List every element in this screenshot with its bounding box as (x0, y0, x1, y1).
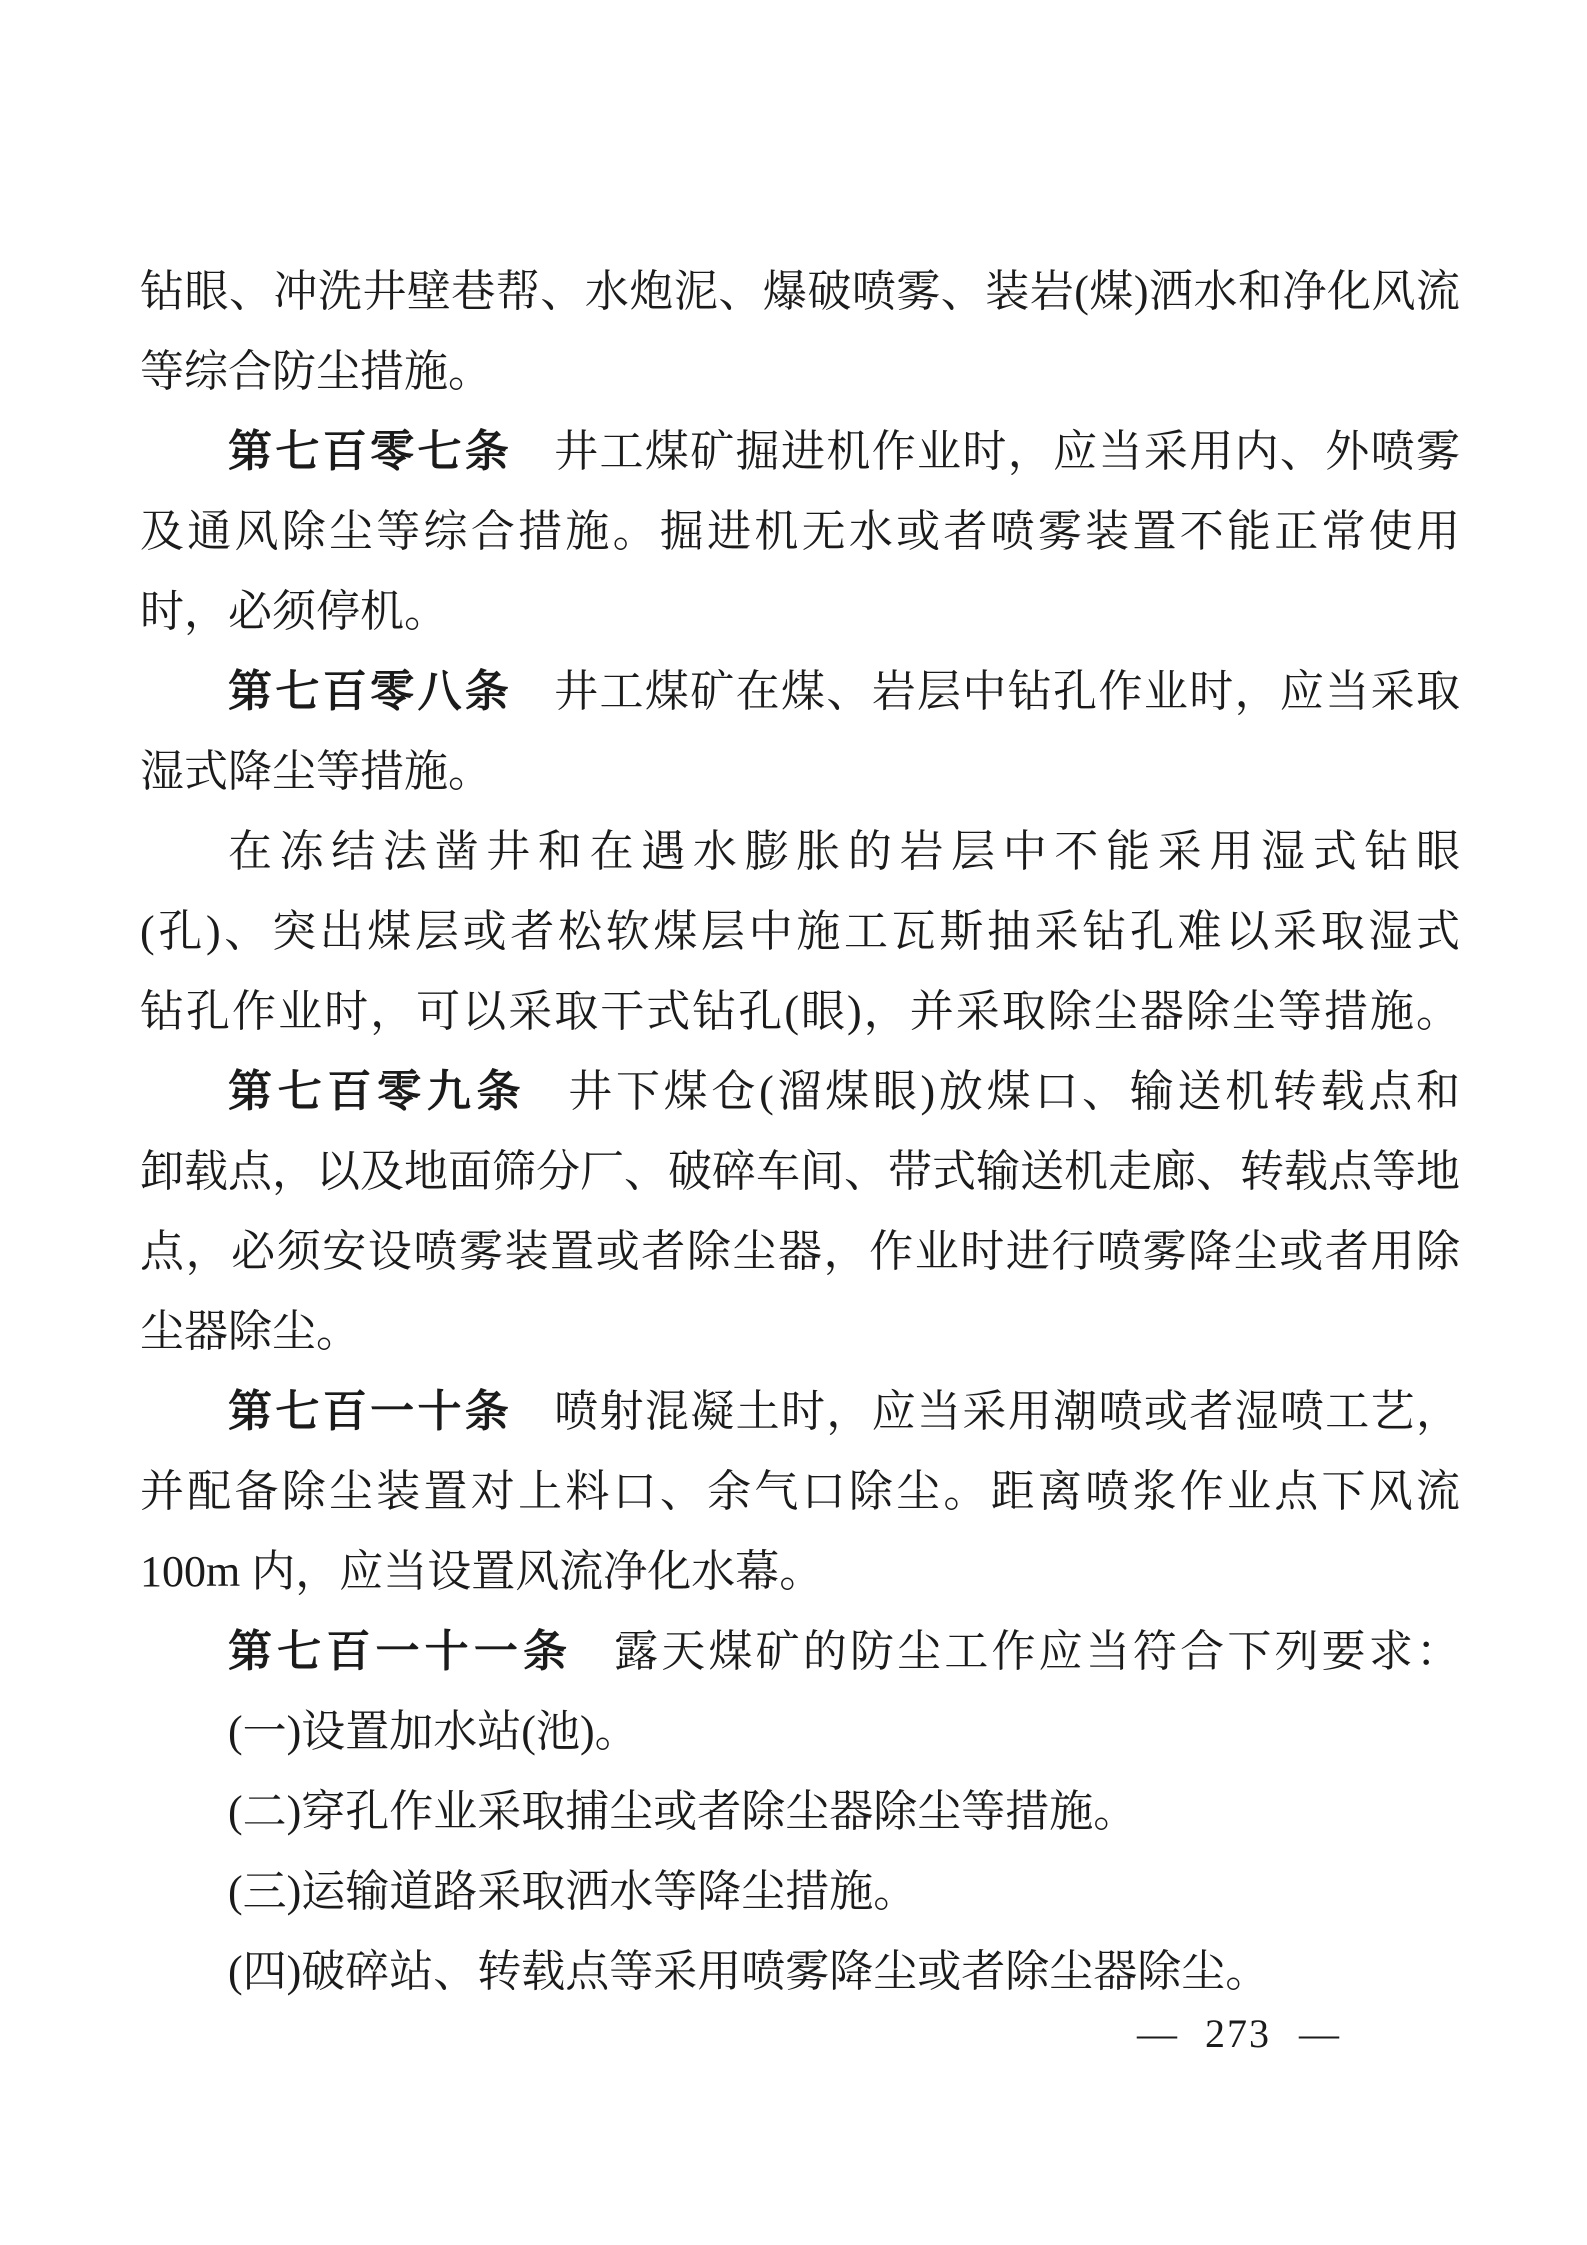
text-line (140, 652, 1460, 732)
text-segment: (四)破碎站、转载点等采用喷雾降尘或者除尘器除尘。 (228, 1947, 1270, 1996)
text-segment: 喷射混凝土时，应当采用潮喷或者湿喷工艺， (554, 1387, 1461, 1436)
text-line (140, 572, 1460, 652)
article-number: 第七百零七条 (228, 427, 513, 476)
text-segment: (孔)、突出煤层或者松软煤层中施工瓦斯抽采钻孔难以采取湿式 (140, 907, 1460, 956)
article-number: 第七百零九条 (228, 1067, 527, 1116)
footer-dash-right: — (1299, 2011, 1339, 2056)
text-line (140, 732, 1460, 812)
text-segment: (一)设置加水站(池)。 (228, 1707, 639, 1756)
text-segment: 湿式降尘等措施。 (140, 747, 492, 796)
text-segment: (二)穿孔作业采取捕尘或者除尘器除尘等措施。 (228, 1787, 1138, 1836)
text-block (140, 252, 1460, 2012)
text-segment: 时，必须停机。 (140, 587, 448, 636)
text-line (140, 252, 1460, 332)
text-line (140, 1292, 1460, 1372)
article-number: 第七百一十一条 (228, 1627, 573, 1676)
text-line (140, 1372, 1460, 1452)
text-line (140, 492, 1460, 572)
text-segment: 并配备除尘装置对上料口、余气口除尘。距离喷浆作业点下风流 (140, 1467, 1460, 1516)
text-line (140, 972, 1460, 1052)
text-line (140, 1932, 1460, 2012)
text-line (140, 1132, 1460, 1212)
text-segment: 尘器除尘。 (140, 1307, 360, 1356)
text-line (140, 332, 1460, 412)
article-number: 第七百零八条 (228, 667, 513, 716)
text-segment: 钻眼、冲洗井壁巷帮、水炮泥、爆破喷雾、装岩(煤)洒水和净化风流 (140, 267, 1460, 316)
text-line (140, 1612, 1460, 1692)
text-line (140, 892, 1460, 972)
page-number: 273 (1205, 2011, 1271, 2056)
text-line (140, 812, 1460, 892)
text-line (140, 1532, 1460, 1612)
text-segment: 卸载点，以及地面筛分厂、破碎车间、带式输送机走廊、转载点等地 (140, 1147, 1460, 1196)
text-segment: 井下煤仓(溜煤眼)放煤口、输送机转载点和 (568, 1067, 1460, 1116)
footer-dash-left: — (1137, 2011, 1177, 2056)
text-segment: 钻孔作业时，可以采取干式钻孔(眼)，并采取除尘器除尘等措施。 (140, 987, 1460, 1036)
text-line (140, 1452, 1460, 1532)
text-line (140, 1052, 1460, 1132)
text-line (140, 412, 1460, 492)
text-segment: 井工煤矿在煤、岩层中钻孔作业时，应当采取 (554, 667, 1461, 716)
page-footer (1137, 2008, 1339, 2060)
text-segment: 露天煤矿的防尘工作应当符合下列要求： (614, 1627, 1461, 1676)
text-line (140, 1212, 1460, 1292)
text-line (140, 1772, 1460, 1852)
text-segment: 等综合防尘措施。 (140, 347, 492, 396)
text-segment: (三)运输道路采取洒水等降尘措施。 (228, 1867, 918, 1916)
article-number: 第七百一十条 (228, 1387, 513, 1436)
text-segment: 及通风除尘等综合措施。掘进机无水或者喷雾装置不能正常使用 (140, 507, 1460, 556)
text-segment: 点，必须安设喷雾装置或者除尘器，作业时进行喷雾降尘或者用除 (140, 1227, 1460, 1276)
text-line (140, 1852, 1460, 1932)
text-segment: 井工煤矿掘进机作业时，应当采用内、外喷雾 (554, 427, 1461, 476)
text-segment: 在冻结法凿井和在遇水膨胀的岩层中不能采用湿式钻眼 (228, 827, 1460, 876)
text-line (140, 1692, 1460, 1772)
text-segment: 100m 内，应当设置风流净化水幕。 (140, 1547, 824, 1596)
